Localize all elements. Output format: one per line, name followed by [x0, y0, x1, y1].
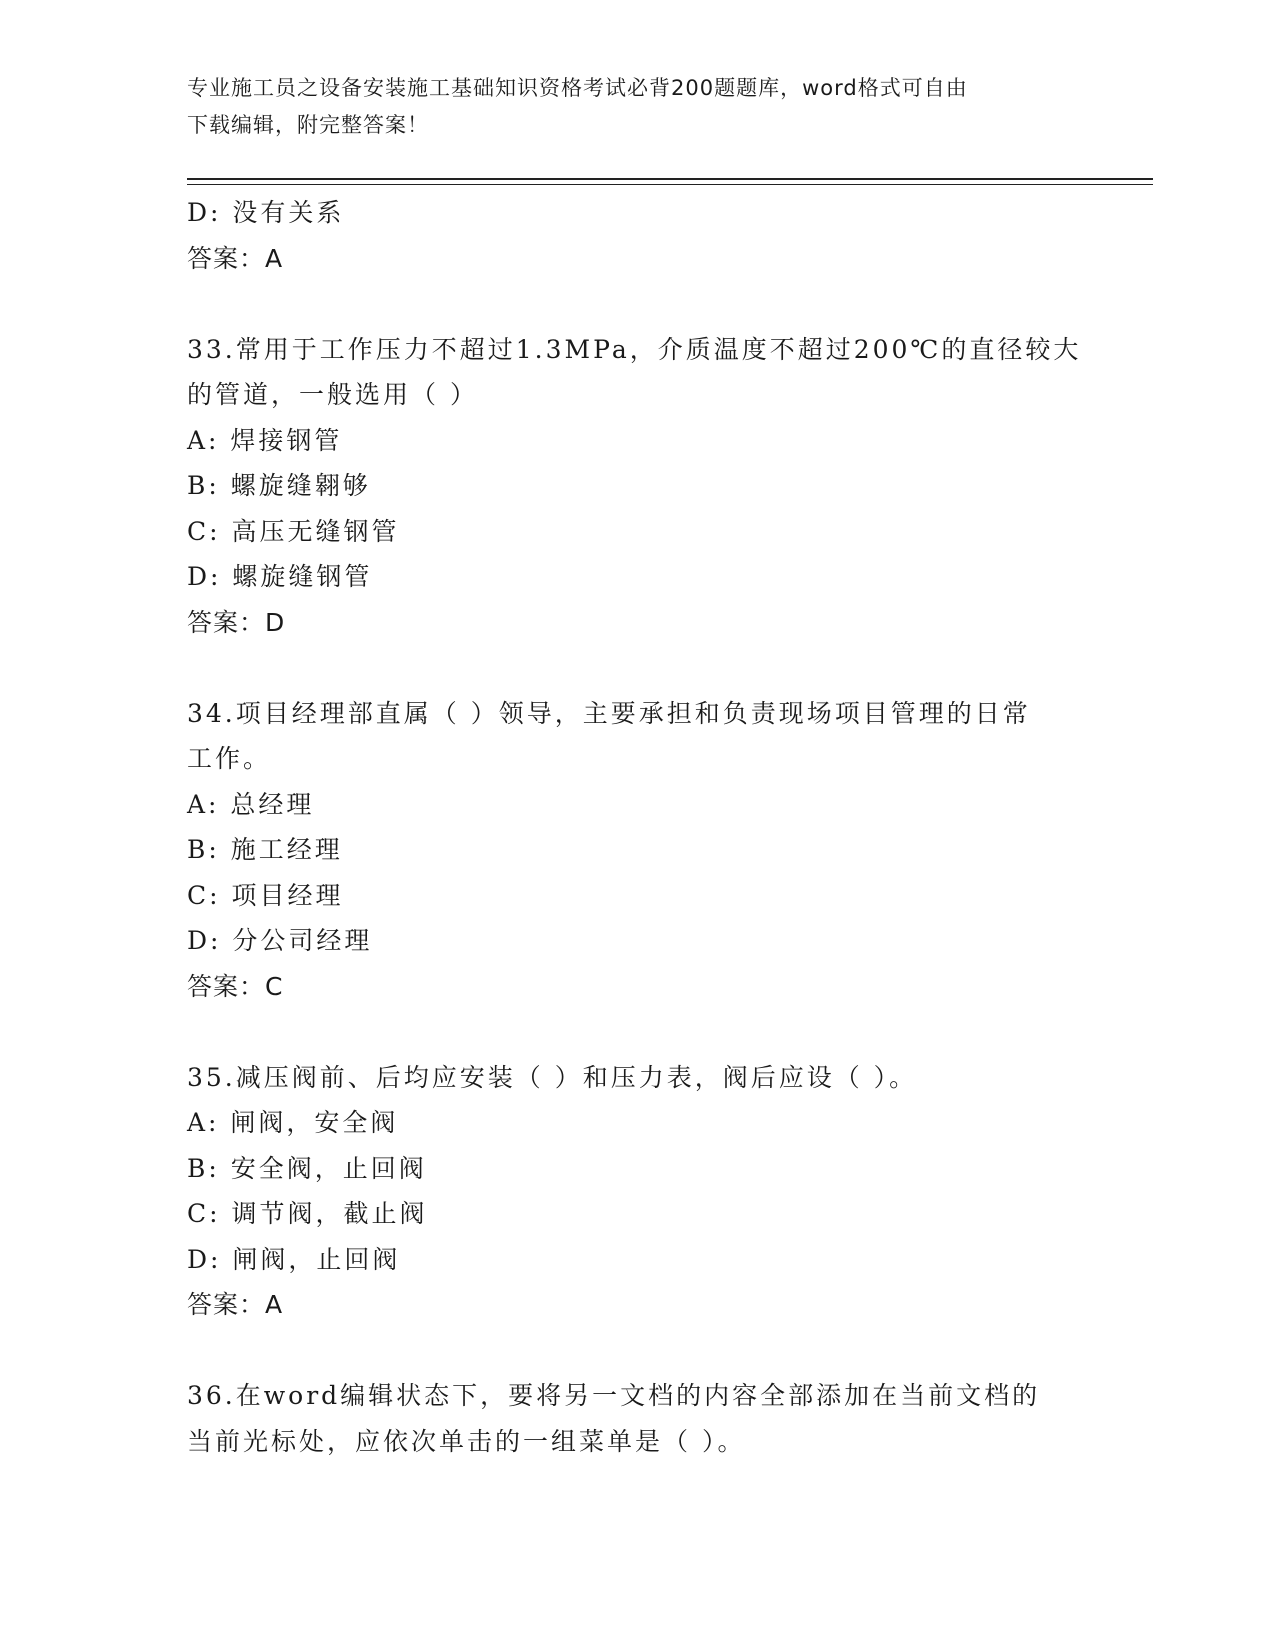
header-line-1: 专业施工员之设备安装施工基础知识资格考试必背200题题库，word格式可自由	[187, 76, 968, 100]
spacer	[187, 645, 1087, 691]
option-d: D: 分公司经理	[187, 926, 373, 955]
option-b: B: 螺旋缝翱够	[187, 471, 371, 500]
question-34	[187, 691, 1087, 1010]
option-a: A: 总经理	[187, 789, 315, 819]
question-text: 的管道，一般选用（ ）	[187, 380, 478, 409]
answer: 答案：A	[187, 1290, 284, 1319]
question-text: 当前光标处，应依次单击的一组菜单是（ ）。	[187, 1426, 746, 1456]
answer: 答案：A	[187, 243, 284, 273]
question-35	[187, 1055, 1087, 1328]
spacer	[187, 1009, 1087, 1055]
option-d: D: 闸阀，止回阀	[187, 1244, 401, 1274]
option-c: C: 高压无缝钢管	[187, 516, 400, 546]
question-text: 34.项目经理部直属（ ）领导，主要承担和负责现场项目管理的日常	[187, 698, 1031, 728]
header-line-2: 下载编辑，附完整答案！	[187, 113, 429, 137]
option-a: A: 焊接钢管	[187, 425, 343, 455]
option-d: D: 没有关系	[187, 198, 345, 227]
option-a: A: 闸阀，安全阀	[187, 1108, 399, 1137]
question-text: 36.在word编辑状态下，要将另一文档的内容全部添加在当前文档的	[187, 1381, 1041, 1410]
spacer	[187, 1328, 1087, 1374]
header-rule-thick	[187, 178, 1153, 180]
question-text: 工作。	[187, 744, 272, 773]
header-rule-thin	[187, 184, 1153, 185]
answer: 答案：C	[187, 971, 284, 1001]
document-body	[187, 190, 1087, 1464]
question-33	[187, 327, 1087, 646]
option-c: C: 项目经理	[187, 880, 344, 910]
question-text: 35.减压阀前、后均应安装（ ）和压力表，阀后应设（ ）。	[187, 1062, 918, 1092]
question-text: 33.常用于工作压力不超过1.3MPa，介质温度不超过200℃的直径较大	[187, 334, 1082, 364]
option-b: B: 安全阀，止回阀	[187, 1153, 427, 1183]
option-b: B: 施工经理	[187, 835, 343, 864]
option-c: C: 调节阀，截止阀	[187, 1199, 428, 1228]
spacer	[187, 281, 1087, 327]
option-d: D: 螺旋缝钢管	[187, 562, 373, 591]
answer: 答案：D	[187, 607, 286, 637]
document-header	[187, 70, 1067, 144]
question-36	[187, 1373, 1087, 1464]
